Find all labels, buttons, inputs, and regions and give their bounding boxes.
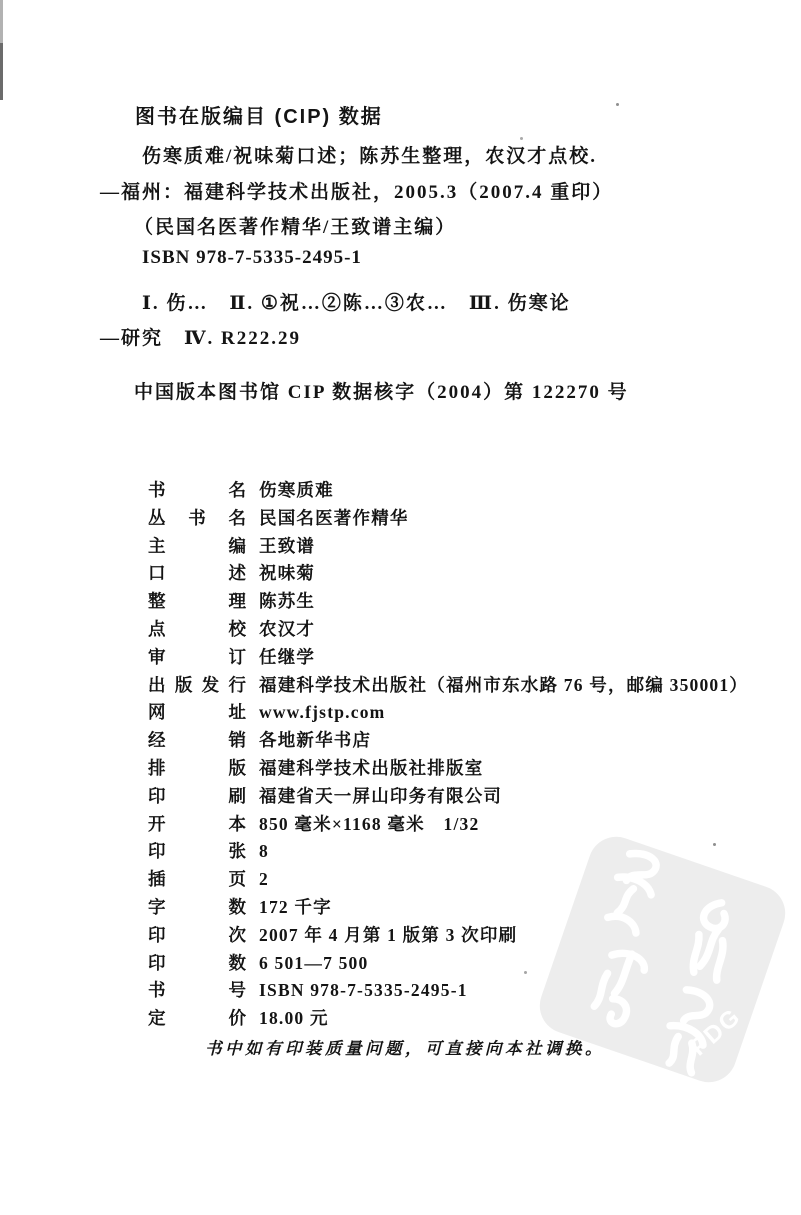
colophon-label: 排 版 xyxy=(148,757,246,778)
colophon-label: 印 刷 xyxy=(148,785,246,806)
colophon-value: 2 xyxy=(259,869,269,890)
colophon-value: 伤寒质难 xyxy=(259,480,334,500)
colophon-row xyxy=(148,841,748,869)
scan-noise-dot xyxy=(616,103,619,106)
colophon-row xyxy=(148,925,748,953)
cip-line: —研究 Ⅳ. R222.29 xyxy=(100,328,302,349)
colophon-value: 各地新华书店 xyxy=(259,730,372,751)
colophon-row xyxy=(148,897,748,925)
colophon-row xyxy=(148,536,748,564)
cip-line: （民国名医著作精华/王致谱主编） xyxy=(134,217,457,238)
scan-edge-artifact-top xyxy=(0,0,3,43)
colophon-table xyxy=(148,480,748,1036)
colophon-label: 点 校 xyxy=(148,618,246,639)
cip-line: ISBN 978-7-5335-2495-1 xyxy=(142,247,362,268)
colophon-row xyxy=(148,980,748,1008)
colophon-row xyxy=(148,508,748,536)
colophon-row xyxy=(148,591,748,619)
colophon-value: 任继学 xyxy=(259,646,316,667)
cip-header: 图书在版编目 (CIP) 数据 xyxy=(135,106,383,128)
colophon-label: 审 订 xyxy=(148,646,246,667)
colophon-label: 口 述 xyxy=(148,563,246,584)
colophon-row xyxy=(148,814,748,842)
colophon-value: 祝味菊 xyxy=(259,563,316,584)
cip-line: 伤寒质难/祝味菊口述；陈苏生整理，农汉才点校. xyxy=(142,146,598,167)
colophon-label: 丛 书 名 xyxy=(148,507,246,528)
colophon-value: 王致谱 xyxy=(259,535,316,556)
colophon-row xyxy=(148,702,748,730)
colophon-value: 2007 年 4 月第 1 版第 3 次印刷 xyxy=(259,924,518,945)
cip-line: Ⅰ. 伤… Ⅱ. ①祝…②陈…③农… Ⅲ. 伤寒论 xyxy=(142,293,571,314)
colophon-row xyxy=(148,953,748,981)
colophon-label: 主 编 xyxy=(148,535,246,556)
colophon-label: 开 本 xyxy=(148,813,246,834)
colophon-label: 字 数 xyxy=(148,896,246,917)
pdg-watermark-text: PDG xyxy=(685,1002,747,1062)
colophon-row xyxy=(148,730,748,758)
colophon-row xyxy=(148,1008,748,1036)
colophon-value: 民国名医著作精华 xyxy=(259,507,409,528)
colophon-note: 书中如有印装质量问题，可直接向本社调换。 xyxy=(205,1039,605,1058)
colophon-row xyxy=(148,758,748,786)
colophon-label: 印 数 xyxy=(148,952,246,973)
colophon-label: 经 销 xyxy=(148,730,246,751)
colophon-label: 网 址 xyxy=(148,702,246,723)
colophon-label: 书 号 xyxy=(148,980,246,1001)
colophon-label: 插 页 xyxy=(148,869,246,890)
colophon-row xyxy=(148,869,748,897)
colophon-label: 印 张 xyxy=(148,841,246,862)
cip-line: —福州：福建科学技术出版社，2005.3（2007.4 重印） xyxy=(100,182,614,203)
colophon-value: 福建科学技术出版社（福州市东水路 76 号，邮编 350001） xyxy=(259,674,749,695)
colophon-label: 印 次 xyxy=(148,924,246,945)
colophon-row xyxy=(148,619,748,647)
colophon-label: 书 名 xyxy=(148,480,246,500)
colophon-value: 福建科学技术出版社排版室 xyxy=(259,757,484,778)
colophon-row xyxy=(148,647,748,675)
colophon-value: 172 千字 xyxy=(259,896,332,917)
scan-edge-artifact-bottom xyxy=(0,43,3,100)
colophon-value: 6 501—7 500 xyxy=(259,952,369,973)
colophon-row xyxy=(148,480,748,508)
colophon-value: 农汉才 xyxy=(259,618,316,639)
colophon-row xyxy=(148,786,748,814)
colophon-label: 出 版 发 行 xyxy=(148,674,246,695)
colophon-value: ISBN 978-7-5335-2495-1 xyxy=(259,980,468,1001)
colophon-row xyxy=(148,675,748,703)
colophon-value: 18.00 元 xyxy=(259,1008,329,1029)
colophon-value: 福建省天一屏山印务有限公司 xyxy=(259,785,503,806)
colophon-value: 850 毫米×1168 毫米 1/32 xyxy=(259,813,480,834)
colophon-value: 8 xyxy=(259,841,269,862)
colophon-row xyxy=(148,563,748,591)
colophon-label: 定 价 xyxy=(148,1008,246,1029)
cip-line: 中国版本图书馆 CIP 数据核字（2004）第 122270 号 xyxy=(134,382,629,403)
colophon-value: www.fjstp.com xyxy=(259,702,386,723)
colophon-value: 陈苏生 xyxy=(259,591,316,612)
scan-noise-dot xyxy=(520,137,523,140)
colophon-label: 整 理 xyxy=(148,591,246,612)
